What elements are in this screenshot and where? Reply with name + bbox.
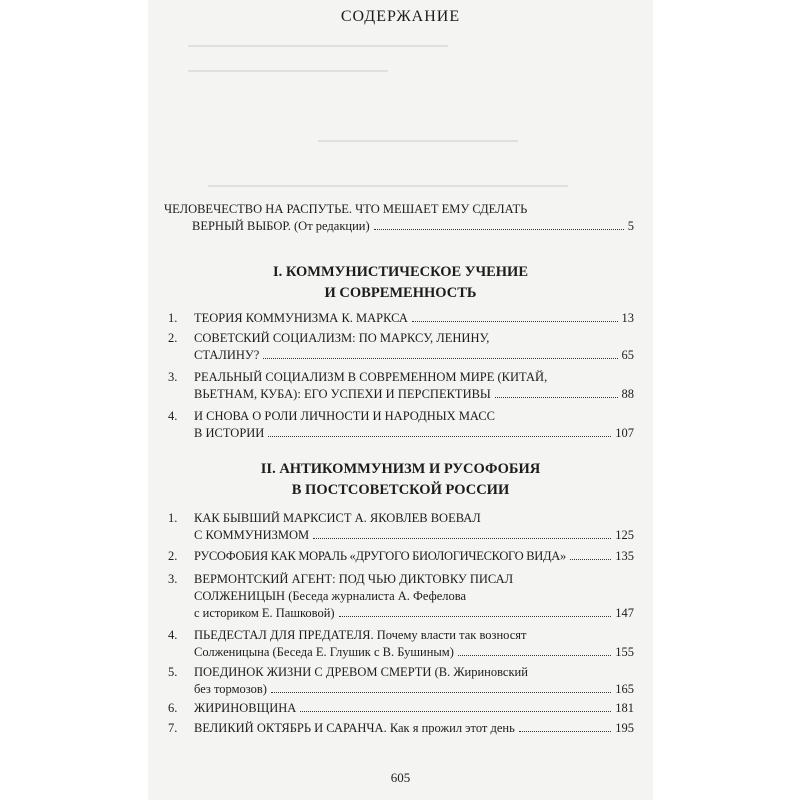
bleed-through-mark [188, 45, 448, 47]
toc-entry-intro [164, 201, 634, 235]
toc-entry-title-line: РЕАЛЬНЫЙ СОЦИАЛИЗМ В СОВРЕМЕННОМ МИРЕ (КИТАЙ, [194, 370, 548, 384]
toc-entry-number: 7. [168, 721, 178, 735]
dot-leader [519, 731, 611, 732]
section-heading [148, 262, 653, 304]
toc-entry-line [194, 548, 634, 565]
toc-page-number: 5 [627, 219, 634, 233]
toc-entry-line [194, 510, 634, 527]
toc-entry-line [194, 330, 634, 347]
toc-entry-line [194, 627, 634, 644]
toc-entry-title-line: Солженицына (Беседа Е. Глушик с В. Бушиным) [194, 645, 454, 659]
dot-leader [271, 692, 611, 693]
section-heading [148, 459, 653, 501]
toc-page-number: 195 [615, 721, 634, 735]
dot-leader [412, 321, 618, 322]
toc-entry-line [194, 720, 634, 737]
dot-leader [458, 655, 611, 656]
toc-entry [168, 700, 634, 717]
toc-entry-title-line: с историком Е. Пашковой) [194, 606, 335, 620]
toc-entry-title-line: ПЬЕДЕСТАЛ ДЛЯ ПРЕДАТЕЛЯ. Почему власти так возносят [194, 628, 527, 642]
toc-entry-number: 5. [168, 665, 178, 679]
toc-entry-title-line: ВЕРНЫЙ ВЫБОР. (От редакции) [192, 219, 370, 233]
dot-leader [374, 229, 624, 230]
toc-entry-number: 6. [168, 701, 178, 715]
page-title: СОДЕРЖАНИЕ [340, 8, 461, 25]
toc-page-number: 125 [615, 528, 634, 542]
section-heading-line: И СОВРЕМЕННОСТЬ [324, 285, 477, 301]
section-heading-line: I. КОММУНИСТИЧЕСКОЕ УЧЕНИЕ [272, 264, 528, 280]
toc-entry-line [194, 425, 634, 442]
toc-entry-line [194, 644, 634, 661]
dot-leader [313, 538, 611, 539]
toc-page-number: 155 [615, 645, 634, 659]
toc-entry [168, 310, 634, 327]
toc-entry-title-line: без тормозов) [194, 682, 267, 696]
toc-page-number: 135 [615, 549, 634, 563]
toc-entry-line [194, 700, 634, 717]
dot-leader [495, 397, 618, 398]
toc-entry-line [194, 681, 634, 698]
toc-entry-number: 1. [168, 311, 178, 325]
toc-entry-title-line: ЧЕЛОВЕЧЕСТВО НА РАСПУТЬЕ. ЧТО МЕШАЕТ ЕМУ СДЕЛАТЬ [164, 202, 528, 216]
toc-entry-line [194, 369, 634, 386]
dot-leader [339, 616, 612, 617]
toc-entry [168, 720, 634, 737]
bleed-through-mark [318, 140, 518, 142]
toc-entry-title-line: ВЬЕТНАМ, КУБА): ЕГО УСПЕХИ И ПЕРСПЕКТИВЫ [194, 387, 491, 401]
toc-entry-title-line: В ИСТОРИИ [194, 426, 265, 440]
toc-entry-number: 4. [168, 409, 178, 423]
toc-entry-title-line: ТЕОРИЯ КОММУНИЗМА К. МАРКСА [194, 311, 408, 325]
toc-entry-title-line: ПОЕДИНОК ЖИЗНИ С ДРЕВОМ СМЕРТИ (В. Жириновский [194, 665, 528, 679]
dot-leader [300, 711, 611, 712]
dot-leader [570, 559, 611, 560]
toc-entry [168, 571, 634, 622]
toc-entry-line [194, 664, 634, 681]
toc-entry [168, 510, 634, 544]
toc-entry [168, 369, 634, 403]
toc-page-number: 65 [621, 348, 634, 362]
toc-entry-title-line: ЖИРИНОВЩИНА [194, 701, 297, 715]
toc-entry [168, 408, 634, 442]
toc-entry [168, 330, 634, 364]
toc-entry-line [194, 386, 634, 403]
toc-entry-line [164, 201, 634, 218]
toc-entry-line [194, 527, 634, 544]
toc-page-number: 13 [621, 311, 634, 325]
toc-entry-title-line: СОВЕТСКИЙ СОЦИАЛИЗМ: ПО МАРКСУ, ЛЕНИНУ, [194, 331, 490, 345]
toc-entry-number: 4. [168, 628, 178, 642]
dot-leader [268, 436, 611, 437]
toc-entry-title-line: С КОММУНИЗМОМ [194, 528, 310, 542]
toc-entry-title-line: ВЕРМОНТСКИЙ АГЕНТ: ПОД ЧЬЮ ДИКТОВКУ ПИСАЛ [194, 572, 514, 586]
toc-entry-number: 1. [168, 511, 178, 525]
toc-entry-line [194, 605, 634, 622]
toc-entry-title-line: ВЕЛИКИЙ ОКТЯБРЬ И САРАНЧА. Как я прожил этот день [194, 721, 515, 735]
toc-page-number: 181 [615, 701, 634, 715]
toc-entry-title-line: И СНОВА О РОЛИ ЛИЧНОСТИ И НАРОДНЫХ МАСС [194, 409, 496, 423]
book-page [148, 0, 653, 800]
toc-entry-line [194, 347, 634, 364]
bleed-through-mark [208, 185, 568, 187]
toc-entry-title-line: СОЛЖЕНИЦЫН (Беседа журналиста А. Фефелова [194, 589, 467, 603]
toc-entry-line [194, 310, 634, 327]
toc-entry-line [194, 571, 634, 588]
toc-entry-title-line: КАК БЫВШИЙ МАРКСИСТ А. ЯКОВЛЕВ ВОЕВАЛ [194, 511, 481, 525]
bleed-through-mark [188, 70, 388, 72]
dot-leader [263, 358, 617, 359]
toc-entry-number: 2. [168, 331, 178, 345]
toc-entry-title-line: СТАЛИНУ? [194, 348, 260, 362]
section-heading-line: В ПОСТСОВЕТСКОЙ РОССИИ [291, 482, 510, 498]
toc-entry [168, 548, 634, 565]
toc-entry-number: 2. [168, 549, 178, 563]
toc-entry-number: 3. [168, 370, 178, 384]
toc-page-number: 165 [615, 682, 634, 696]
toc-entry-title-line: РУСОФОБИЯ КАК МОРАЛЬ «ДРУГОГО БИОЛОГИЧЕСКОГО ВИДА» [194, 549, 566, 563]
page-footer-number: 605 [390, 770, 411, 785]
toc-entry [168, 627, 634, 661]
toc-page-number: 147 [615, 606, 634, 620]
section-heading-line: II. АНТИКОММУНИЗМ И РУСОФОБИЯ [260, 461, 541, 477]
toc-page-number: 107 [615, 426, 634, 440]
toc-entry-line [164, 218, 634, 235]
toc-entry [168, 664, 634, 698]
toc-entry-line [194, 588, 634, 605]
toc-page-number: 88 [621, 387, 634, 401]
toc-entry-number: 3. [168, 572, 178, 586]
toc-entry-line [194, 408, 634, 425]
